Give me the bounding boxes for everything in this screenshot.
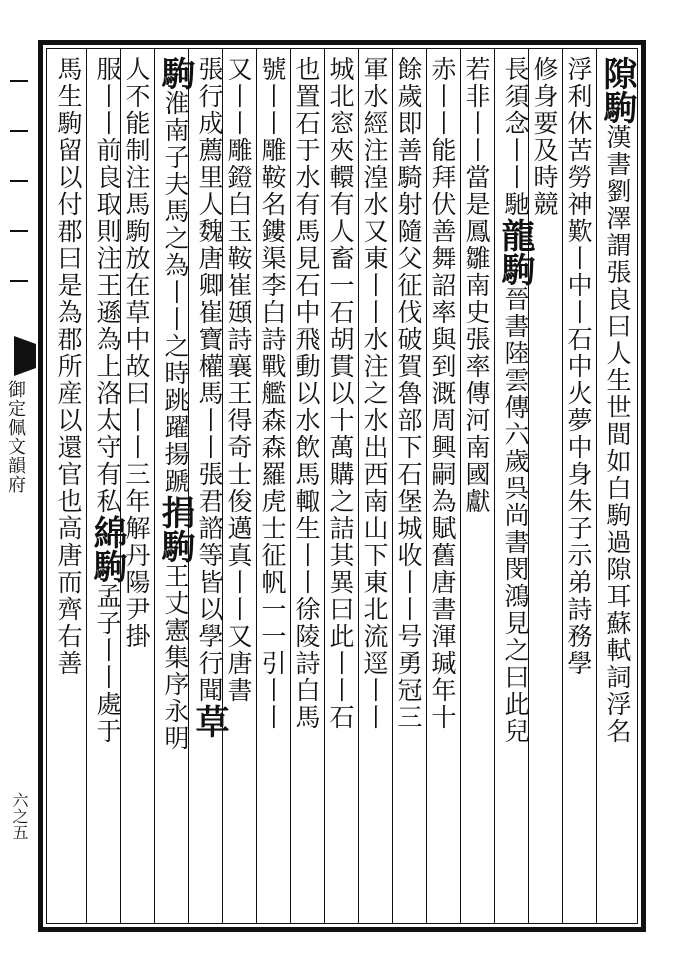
entry-text: 長須念丨丨馳 bbox=[501, 56, 530, 218]
text-column bbox=[396, 56, 421, 731]
entry-text: 軍水經注湟水又東丨丨水注之水出西南山下東北流逕丨丨 bbox=[360, 56, 389, 731]
gutter-mark bbox=[10, 230, 28, 232]
headword: 綿駒 bbox=[87, 515, 127, 583]
text-column bbox=[87, 56, 127, 745]
text-column bbox=[495, 56, 535, 745]
headword: 駒 bbox=[155, 56, 195, 90]
book-title: 御定佩文韻府 bbox=[5, 380, 26, 494]
text-column bbox=[56, 56, 81, 677]
page-gutter bbox=[0, 40, 38, 932]
column-rule bbox=[426, 48, 427, 924]
column-rule bbox=[596, 48, 597, 924]
gutter-mark bbox=[10, 80, 28, 82]
column-rule bbox=[460, 48, 461, 924]
entry-text: 號丨丨雕鞍名鏤渠李白詩戰艦森森羅虎士征帆一一引丨丨 bbox=[258, 56, 287, 731]
entry-text: 漢書劉澤謂張良曰人生世間如白駒過隙耳蘇軾詞浮名 bbox=[603, 124, 632, 745]
entry-text: 城北窓夾轘有人畜一石胡貫以十萬購之詰其異曰此丨丨石 bbox=[326, 56, 355, 731]
entry-text: 張行成薦里人魏唐卿崔寶權馬丨丨張君諮等皆以學行聞 bbox=[195, 56, 224, 704]
headword: 捐駒 bbox=[155, 495, 195, 563]
column-rule bbox=[392, 48, 393, 924]
entry-text: 餘歲即善騎射隨父征伐破賀魯部下石堡城收丨丨号勇冠三 bbox=[394, 56, 423, 731]
entry-text: 赤丨丨能拜伏善舞詔率與到溉周興嗣為賦舊唐書渾瑊年十 bbox=[428, 56, 457, 731]
entry-text: 又丨丨雕鐙白玉鞍崔頲詩襄王得奇士俊邁真丨丨又唐書 bbox=[224, 56, 253, 704]
text-column bbox=[532, 56, 557, 218]
entry-text: 服丨丨前良取則注王遜為上洛太守有私 bbox=[93, 56, 122, 515]
column-rule bbox=[494, 48, 495, 924]
entry-text: 三年解丹陽尹掛 bbox=[122, 461, 151, 650]
entry-text: 浮利休苦勞神歎丨中丨石中火夢中身朱子示弟詩務學 bbox=[564, 56, 593, 677]
entry-text: 高唐而齊右善 bbox=[54, 515, 83, 677]
text-column bbox=[124, 56, 149, 650]
text-column bbox=[189, 56, 229, 738]
text-column bbox=[226, 56, 251, 704]
page-number: 六之五 bbox=[10, 792, 29, 840]
text-column bbox=[362, 56, 387, 731]
entry-text: 晉書陸雲傳六歲呉尚書閔鴻見之曰此兒 bbox=[501, 286, 530, 745]
entry-text: 孟子丨丨處于 bbox=[93, 583, 122, 745]
text-column bbox=[464, 56, 489, 515]
text-column bbox=[328, 56, 353, 731]
column-rule bbox=[154, 48, 155, 924]
entry-text: 也置石于水有馬見石中飛動以水飲馬輙生丨丨徐陵詩白馬 bbox=[292, 56, 321, 731]
headword: 草 bbox=[189, 704, 229, 738]
headword: 龍駒 bbox=[495, 218, 535, 286]
column-rule bbox=[358, 48, 359, 924]
entry-text: 人不能制注馬駒放在草中故曰丨丨 bbox=[122, 56, 151, 461]
column-rule bbox=[324, 48, 325, 924]
text-column bbox=[566, 56, 591, 677]
column-rule bbox=[562, 48, 563, 924]
entry-text: 修身要及時競 bbox=[530, 56, 559, 218]
text-column bbox=[430, 56, 455, 731]
fish-tail-mark bbox=[14, 336, 36, 376]
headword: 隙駒 bbox=[597, 56, 637, 124]
text-column bbox=[294, 56, 319, 731]
text-column bbox=[260, 56, 285, 731]
column-rule bbox=[290, 48, 291, 924]
gutter-mark bbox=[10, 280, 28, 282]
gutter-mark bbox=[10, 130, 28, 132]
column-rule bbox=[86, 48, 87, 924]
column-rule bbox=[256, 48, 257, 924]
gutter-mark bbox=[10, 180, 28, 182]
text-column bbox=[597, 56, 637, 745]
entry-text: 馬生駒留以付郡曰是為郡所産以還官也 bbox=[54, 56, 83, 515]
text-column bbox=[155, 56, 195, 752]
entry-text: 淮南子夫馬之為丨丨之時跳躍揚蹏 bbox=[161, 90, 190, 495]
entry-text: 王丈憲集序永明 bbox=[161, 563, 190, 752]
entry-text: 若非丨丨當是鳳雛南史張率傳河南國獻 bbox=[462, 56, 491, 515]
